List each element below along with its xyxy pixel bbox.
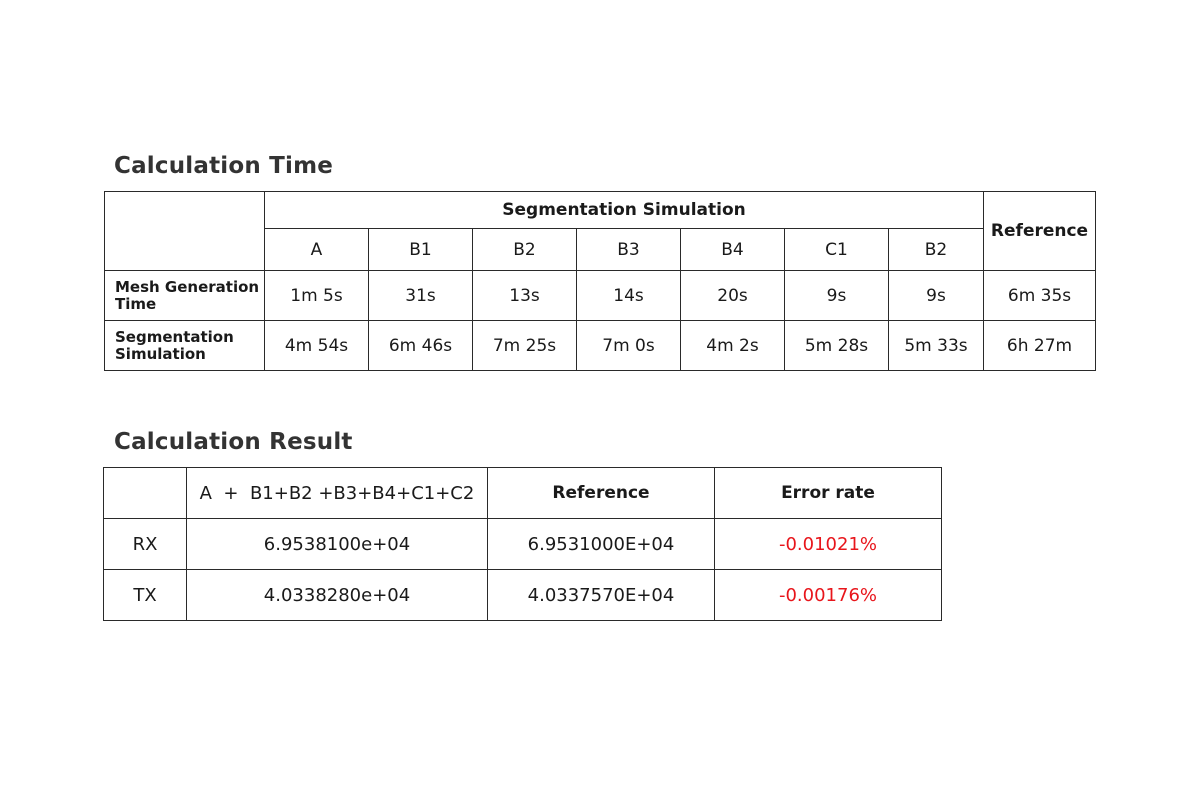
table-cell: 9s: [785, 271, 889, 321]
error-rate-cell: -0.01021%: [715, 519, 942, 570]
table-cell: 6m 46s: [369, 321, 473, 371]
reference-cell: 4.0337570E+04: [488, 570, 715, 621]
column-header: B1: [369, 229, 473, 271]
table-cell: 1m 5s: [265, 271, 369, 321]
corner-cell: [104, 468, 187, 519]
reference-cell: 6.9531000E+04: [488, 519, 715, 570]
table-cell: 13s: [473, 271, 577, 321]
table-cell: 5m 28s: [785, 321, 889, 371]
table-cell: 4m 54s: [265, 321, 369, 371]
calculation-result-title: Calculation Result: [114, 429, 353, 455]
table-row: [104, 519, 942, 570]
error-rate-header: Error rate: [715, 468, 942, 519]
row-label: Segmentation Simulation: [105, 321, 265, 371]
table-row: [105, 271, 1096, 321]
column-header: A: [265, 229, 369, 271]
reference-cell: 6m 35s: [984, 271, 1096, 321]
column-header: C1: [785, 229, 889, 271]
column-header: B2: [889, 229, 984, 271]
row-label: RX: [104, 519, 187, 570]
table-row: [105, 321, 1096, 371]
reference-header: Reference: [984, 192, 1096, 271]
table-cell: 7m 25s: [473, 321, 577, 371]
reference-cell: 6h 27m: [984, 321, 1096, 371]
sum-header: A + B1+B2 +B3+B4+C1+C2: [187, 468, 488, 519]
error-rate-cell: -0.00176%: [715, 570, 942, 621]
value-cell: 6.9538100e+04: [187, 519, 488, 570]
table-cell: 9s: [889, 271, 984, 321]
table-cell: 5m 33s: [889, 321, 984, 371]
segmentation-simulation-header: Segmentation Simulation: [265, 192, 984, 229]
table-cell: 20s: [681, 271, 785, 321]
value-cell: 4.0338280e+04: [187, 570, 488, 621]
calculation-result-table: [103, 467, 942, 621]
corner-cell: [105, 192, 265, 271]
column-header: B3: [577, 229, 681, 271]
table-cell: 7m 0s: [577, 321, 681, 371]
table-row: [104, 570, 942, 621]
table-cell: 4m 2s: [681, 321, 785, 371]
calculation-time-table: [104, 191, 1096, 371]
row-label: Mesh Generation Time: [105, 271, 265, 321]
calculation-time-title: Calculation Time: [114, 153, 334, 179]
table-cell: 14s: [577, 271, 681, 321]
row-label: TX: [104, 570, 187, 621]
reference-header: Reference: [488, 468, 715, 519]
column-header: B2: [473, 229, 577, 271]
column-header: B4: [681, 229, 785, 271]
table-cell: 31s: [369, 271, 473, 321]
